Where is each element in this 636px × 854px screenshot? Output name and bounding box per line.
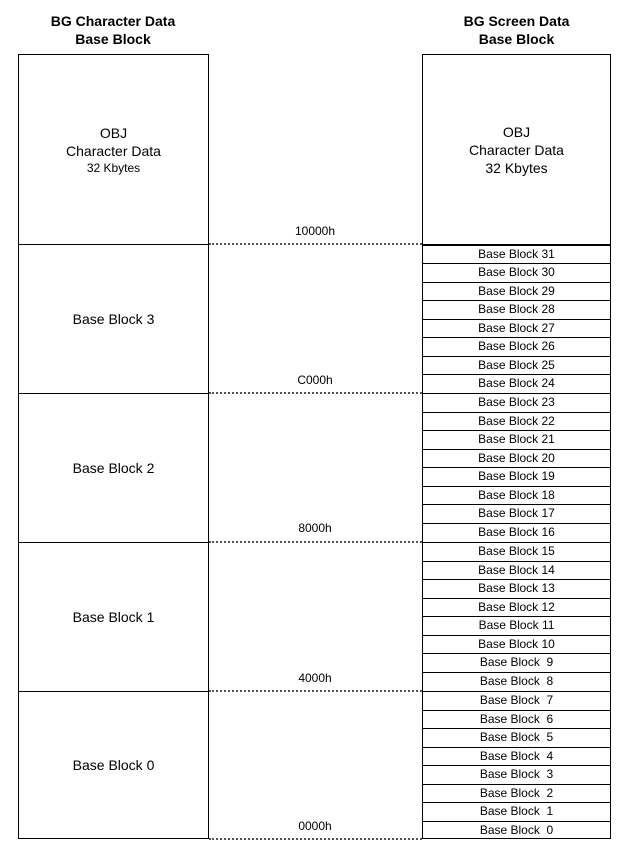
screen-base-block-9: Base Block 9: [422, 653, 611, 672]
right-obj-character-data: [422, 54, 611, 245]
screen-base-block-5: Base Block 5: [422, 728, 611, 747]
screen-base-block-15: Base Block 15: [422, 542, 611, 561]
char-base-block-label: Base Block 2: [72, 460, 155, 476]
screen-base-block-23: Base Block 23: [422, 393, 611, 412]
screen-base-block-20: Base Block 20: [422, 449, 611, 468]
char-base-block-2: [18, 393, 209, 543]
char-base-block-label: Base Block 3: [72, 311, 155, 327]
screen-base-block-18: Base Block 18: [422, 486, 611, 505]
screen-base-block-24: Base Block 24: [422, 374, 611, 393]
left-obj-character-data-label: Character Data: [66, 142, 161, 159]
screen-base-block-12: Base Block 12: [422, 598, 611, 617]
address-label-4000h: 4000h: [298, 671, 332, 685]
bg-character-header-line1: BG Character Data: [50, 13, 176, 29]
screen-base-block-6: Base Block 6: [422, 710, 611, 729]
screen-base-block-26: Base Block 26: [422, 337, 611, 356]
address-label-0000h: 0000h: [298, 819, 332, 833]
boundary-line-10000h: [209, 243, 422, 245]
screen-base-block-16: Base Block 16: [422, 523, 611, 542]
screen-base-block-0: Base Block 0: [422, 821, 611, 840]
screen-base-block-27: Base Block 27: [422, 319, 611, 338]
screen-base-block-3: Base Block 3: [422, 765, 611, 784]
bg-screen-header: [422, 12, 611, 48]
screen-base-block-22: Base Block 22: [422, 412, 611, 431]
bg-screen-header-line1: BG Screen Data: [463, 13, 570, 29]
screen-base-block-2: Base Block 2: [422, 784, 611, 803]
screen-base-block-30: Base Block 30: [422, 263, 611, 282]
right-obj-size-label: 32 Kbytes: [485, 159, 548, 176]
bg-character-header: [18, 12, 208, 48]
screen-base-block-25: Base Block 25: [422, 356, 611, 375]
screen-base-block-7: Base Block 7: [422, 691, 611, 710]
screen-base-block-31: Base Block 31: [422, 245, 611, 264]
left-obj-label: OBJ: [99, 124, 128, 141]
screen-base-block-8: Base Block 8: [422, 672, 611, 691]
address-label-8000h: 8000h: [298, 521, 332, 535]
screen-base-block-29: Base Block 29: [422, 282, 611, 301]
screen-base-block-17: Base Block 17: [422, 504, 611, 523]
char-base-block-label: Base Block 0: [72, 757, 155, 773]
screen-base-block-4: Base Block 4: [422, 747, 611, 766]
boundary-line-0000h: [209, 838, 422, 840]
screen-base-block-19: Base Block 19: [422, 467, 611, 486]
char-base-block-3: [18, 244, 209, 394]
boundary-line-c000h: [209, 392, 422, 394]
screen-base-block-1: Base Block 1: [422, 802, 611, 821]
char-base-block-label: Base Block 1: [72, 609, 155, 625]
address-label-c000h: C000h: [297, 373, 333, 387]
address-label-10000h: 10000h: [294, 224, 336, 238]
bg-character-header-line2: Base Block: [75, 31, 151, 47]
screen-base-block-10: Base Block 10: [422, 635, 611, 654]
screen-base-block-21: Base Block 21: [422, 430, 611, 449]
char-base-block-0: [18, 691, 209, 839]
left-obj-character-data: [18, 54, 209, 245]
screen-base-block-11: Base Block 11: [422, 616, 611, 635]
boundary-line-8000h: [209, 541, 422, 543]
bg-screen-header-line2: Base Block: [478, 31, 555, 47]
screen-base-block-14: Base Block 14: [422, 561, 611, 580]
left-obj-size-label: 32 Kbytes: [86, 160, 141, 175]
screen-base-block-13: Base Block 13: [422, 579, 611, 598]
boundary-line-4000h: [209, 690, 422, 692]
char-base-block-1: [18, 542, 209, 692]
right-obj-character-data-label: Character Data: [469, 141, 564, 158]
right-obj-label: OBJ: [502, 123, 531, 140]
screen-base-block-28: Base Block 28: [422, 300, 611, 319]
